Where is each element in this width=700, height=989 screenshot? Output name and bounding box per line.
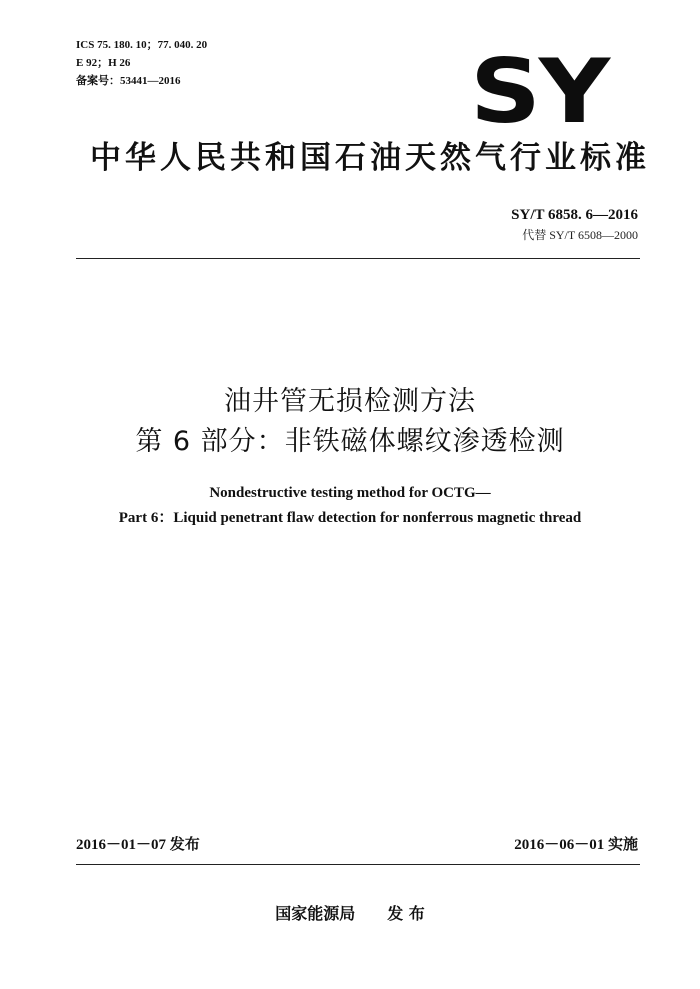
- issuing-authority: 国家能源局 发 布: [275, 904, 425, 923]
- replaces-standard: 代替 SY/T 6508—2000: [522, 228, 638, 242]
- standard-number: SY/T 6858. 6—2016: [511, 207, 638, 223]
- ics-code: ICS 75. 180. 10；77. 040. 20: [76, 39, 208, 51]
- filing-number: 备案号：53441—2016: [76, 75, 181, 87]
- issue-date: 2016－01－07 发布: [76, 837, 200, 853]
- title-chinese-line-2: 第 6 部分：非铁磁体螺纹渗透检测: [135, 426, 565, 457]
- standard-category-title: 中华人民共和国石油天然气行业标准: [90, 140, 650, 176]
- title-english-line-2: Part 6：Liquid penetrant flaw detection for nonferrous magnetic thread: [118, 510, 582, 526]
- bottom-divider: [76, 864, 640, 865]
- title-chinese-line-1: 油井管无损检测方法: [224, 386, 476, 417]
- implementation-date: 2016－06－01 实施: [514, 837, 638, 853]
- title-english-line-1: Nondestructive testing method for OCTG—: [209, 485, 491, 501]
- top-divider: [76, 258, 640, 259]
- ccs-code: E 92；H 26: [76, 57, 131, 69]
- sy-logo: SY: [470, 40, 608, 143]
